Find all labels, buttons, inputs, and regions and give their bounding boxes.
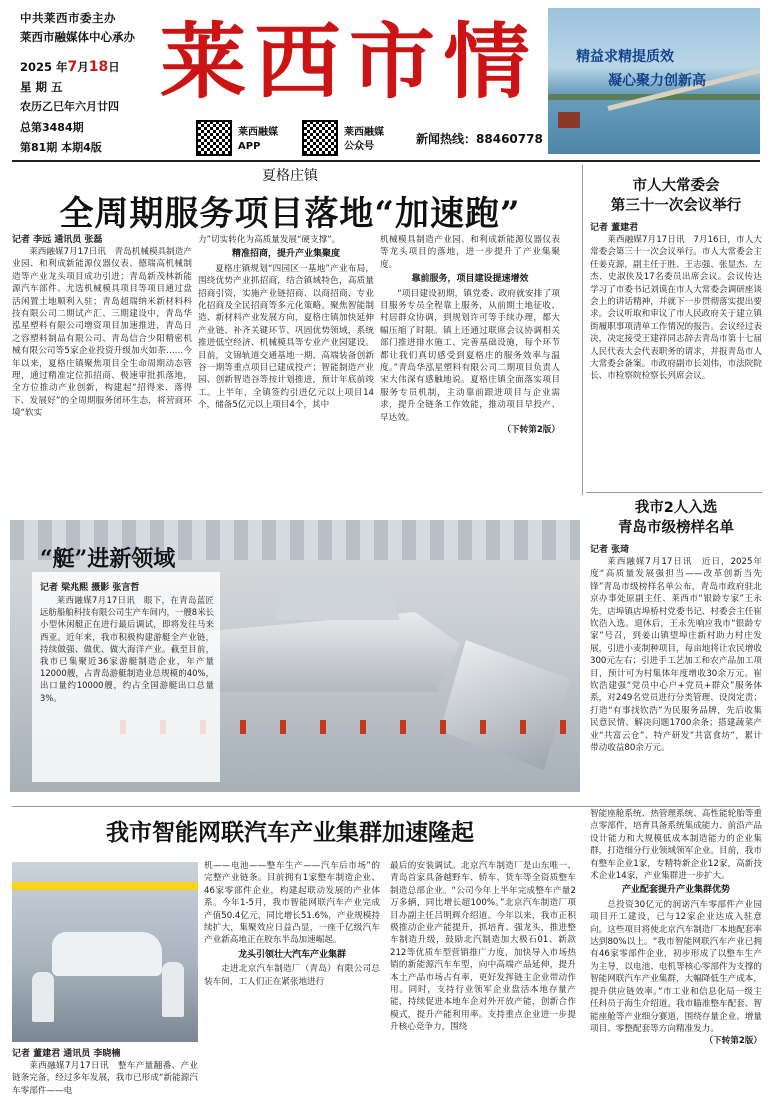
worker [32,972,54,1022]
npc-headline-2: 第三十一次会议举行 [610,198,742,214]
hotline-number: 88460778 [476,132,543,146]
lead-subhead-2: 靠前服务，项目建设提速增效 [411,274,529,285]
issue-number: 第81期 本期4版 [20,141,102,154]
lead-col2-b: 夏格庄镇规划“四园区一基地”产业布局，围绕优势产业抓招商，结合镇域特色，高质量招商引资，实施产业链招商、以商招商、专业化招商及全民招商等多元化策略。聚焦智能制造、新材料产业发展方向，夏格庄镇加快延伸产业链、补齐关键环节、巩固优势领域，系统推进低空经济、机械模具等专业产业园建设。目前，文锦轨道交通基地一期、高端装备创新谷一期等重点项目已建成投产；智能制造产业园、创新智造谷等按计划推进，预计年底前竣工。上半年，全镇签约引进亿元以上项目14个，储备5亿元以上项目4个，其中 [198,263,374,411]
worker [162,962,184,1017]
date-month: 7 [67,59,78,75]
lead-col2-a: 力”切实转化为高质量发展“硬支撑”。 [198,235,341,245]
npc-body [590,222,762,383]
npc-headline [586,176,766,216]
lead-subhead-1: 精准招商，提升产业集聚度 [231,249,340,260]
auto-col4-a: 智能座舱系统、热管理系统、高性能轮胎等重点零部件，培育具备系统集成能力、前沿产品设计能力和大规模低成本制造能力的企业集群，打造细分行业领域领军企业。目前，我市有整车企业1家，专精特新企业12家，高新技术企业14家，产业集群进一步扩大。 [590,809,762,882]
masthead-photo [548,8,760,154]
auto-col4-b: 总投资30亿元的润诺汽车零部件产业园项目开工建设，已与12家企业达成入驻意向。这些项目将使北京汽车制造厂本地配套率达到80%以上。“我市智能网联汽车产业已拥有46家零部件企业，初步形成了以整车生产为主导，以电池、电机等核心零部件为支撑的智能网联汽车产业集群，大幅降低生产成本，提升供应链效率。”市工业和信息化局一级主任科员于海生介绍道。我市瞄准整车配套、智能座舱等产业细分赛道，围绕存量企业、增量项目、零整配套等方向精准发力。 [590,899,762,1034]
wechat-qr-code [302,120,338,156]
slogan-2: 凝心聚力创新高 [608,73,706,89]
date-year: 2025 年 [20,60,68,74]
sample-headline-1: 我市2人入选 [634,500,718,516]
app-label: 莱西融媒 APP [238,127,278,152]
auto-subhead-1: 龙头引领壮大汽车产业集群 [237,949,346,960]
masthead-divider [12,160,760,162]
boat-photo [10,520,580,792]
lead-col1-text: 莱西融媒7月17日讯 青岛机械模具制造产业园、和利成新能源仪器仪表、德瑞高机械制造等产业龙头项目成功引进；青岛新茂林新能源汽车部件、尤选机械模具项目等项目通过盘活闲置土地顺利入驻；青岛超瑞纳米新材料科技有限公司二期试产汇、三期建设中，青岛华泓星塑料有限公司增资项目加速推进，青岛日之容塑料制品有限公司、青岛信合少阳精密机械有限公司等5家企业投资升级加火如荼……今年以来，夏格庄镇聚焦项目全生命周期动态管理，通过精准定位抓招商、极速审批抓落地，全方位推动产业创新，构建起“招得来、落得下、发展好”的全周期服务闭环生态，将营商环境“软实 [12,247,192,419]
hotline [416,130,543,147]
date-day-unit: 日 [108,60,120,74]
sample-headline-2: 青岛市级榜样名单 [618,520,734,536]
lead-byline: 记者 李远 通讯员 张磊 [12,235,103,245]
hull-cabin [260,578,400,620]
car-body [52,932,162,976]
lead-continued: （下转第2版） [502,425,560,436]
npc-text: 莱西融媒7月17日讯 7月16日，市人大常委会第三十一次会议举行。市人大常委会主任姜克源，副主任于胜、王志强、张显杰、左杰、史淑侠及17名委员出席会议。会议传达学习了市委书记刘谟在市人大常委会调研座谈会上的讲话精神，并就下一步贯彻落实提出要求。会议听取和审议了市人民政府关于建立镇街履职事项清单工作情况的报告。会议经过表决，决定接受王建祥同志辞去青岛市第十七届人民代表大会代表职务的请求，并报青岛市人大常委会备案。市政府副市长刘伟，市法院院长、市检察院检察长列席会议。 [590,235,762,382]
lead-headline: 全周期服务项目落地“加速跑” [59,194,521,234]
lead-column-3 [380,234,560,437]
hull-right [440,640,570,770]
auto-column-4 [590,808,762,1048]
lead-col3-a: 机械模具制造产业园、和利成新能源仪器仪表等龙头项目的落地，进一步提升了产业集聚度。 [380,235,560,270]
hotline-label: 新闻热线： [416,132,477,146]
auto-col3-text: 最后的安装调试。北京汽车制造厂是山东唯一、青岛首家具备越野车、轿车、货车等全资质整车制造总部企业。“公司今年上半年完成整车产量2万多辆，同比增长超100%。”北京汽车制造厂项目办副主任吕明辉介绍道。今年以来，我市正积极推动企业产能提升，抓培育、强龙头，推进整车制造升级，鼓励北汽制造加大极石01、新款212等优质车型营销推广力度，加快导入市场热销的新能源汽车车型，向中高端产品延伸，提升本土产品市场占有率，更好发挥链主企业带动作用。同时，支持行业领军企业盘活本地存量产能，持续促进本地车企对外开放产能，创新合作模式，提升产能利用率。支持重点企业进一步提升核心竞争力，围绕 [390,861,576,1033]
auto-col2-text: 机——电池——整车生产——汽车后市场”的完整产业链条。目前拥有1家整车制造企业、46家零部件企业，构建起联动发展的产业体系。今年1-5月，我市智能网联汽车产业完成产值50.4亿元，同比增长51.6%，产业规模持续扩大，集聚效应日益凸显，一座千亿级汽车产业新高地正在胶东半岛加速崛起。 [204,861,380,946]
assembly-line [12,882,198,890]
auto-headline: 我市智能网联汽车产业集群加速隆起 [106,819,474,846]
lead-col3-b: “项目建设初期，镇党委、政府就安排了项目服务专员全程靠上服务，从前期土地征收、村居群众协调，到规划许可等手续办理，都大幅压缩了时限。镇上还通过联席会议协调相关部门推进排水施工、完善基础设施，每个环节都让我们真切感受到夏格庄的服务效率与温度。”青岛华泓星塑料有限公司二期项目负责人宋大伟深有感触地说。夏格庄镇全面落实项目服务专员机制，主动靠前跟进项目与企业需求，提升全链条工作效能，推动项目早投产、早达效。 [380,288,560,423]
boat-text: 莱西融媒7月17日讯 眼下，在青岛蓝匠远舫船舶科技有限公司生产车间内，一艘8米长小型休闲艇正在进行最后调试，即将发往马来西亚。近年来，我市积极构建游艇全产业链，持续做强、做优、做大海洋产业。截至目前，我市已集聚近36家游艇制造企业，年产量12000艘，占青岛游艇制造业总规模的40%，出口量约10000艘，约占全国游艇出口总量3%。 [40,595,214,703]
npc-sample-divider [586,492,762,493]
auto-photo [12,862,198,1042]
lead-column-1 [12,234,192,420]
auto-col2-b: 走进北京汽车制造厂（青岛）有限公司总装车间，工人们正在紧张地进行 [204,964,380,987]
issue-date [20,59,120,75]
sponsor-2: 莱西市融媒体中心承办 [20,30,135,44]
boat-body [40,582,214,704]
date-month-unit: 月 [77,60,89,74]
pavilion [558,112,580,128]
boat-headline: “艇”进新领域 [40,546,176,572]
wechat-label: 莱西融媒 公众号 [344,127,384,152]
right-column-divider [582,165,583,495]
auto-column-1 [12,1048,198,1097]
weekday: 星 期 五 [20,80,63,94]
total-issue: 总第3484期 [20,121,84,134]
app-qr-code [196,120,232,156]
auto-continued: （下转第2版） [704,1036,762,1047]
lead-kicker: 夏格庄镇 [262,168,318,184]
lead-column-2 [198,234,374,412]
date-day: 18 [88,59,109,75]
auto-column-2 [204,860,380,988]
sample-body [590,544,762,755]
npc-headline-1: 市人大常委会 [632,178,720,194]
auto-byline: 记者 董建君 通讯员 李晓楠 [12,1049,121,1059]
slogan-1: 精益求精提质效 [576,49,674,65]
auto-column-3 [390,860,576,1034]
sponsor-1: 中共莱西市委主办 [20,11,116,25]
npc-byline: 记者 董建君 [590,223,639,233]
auto-subhead-2: 产业配套提升产业集群优势 [621,885,730,896]
sample-byline: 记者 张琦 [590,545,630,555]
sample-headline [586,498,766,538]
paper-title: 莱西市情 [160,14,539,110]
boat-byline: 记者 梁兆熙 摄影 张言哲 [40,583,140,593]
auto-col-left-text: 莱西融媒7月17日讯 整车产量翻番、产业链条完备，经过多年发展，我市已形成“新能源汽车零部件——电 [12,1061,198,1096]
lower-section-divider [12,806,760,807]
sample-text: 莱西融媒7月17日讯 近日，2025年度“高质量发展强担当——改革创新当先锋”青岛市级榜样名单公布，青岛市政府驻北京办事处原副主任、莱西市“银龄专家”王永先，店埠镇店埠桥村党委书记、村委会主任崔钦浩入选。退休后，王永先响应我市“银龄专家”号召，到姜山镇望埠庄新村助力村庄发展，引进小麦制种项目，每亩地将让农民增收300元左右；引进手工艺加工和农产品加工项目，预计可为村集体年度增收30余万元。崔钦浩建强“党员中心户+党员+群众”服务体系，对249名党员进行分类管理、设岗定责；打造“有事找钦浩”为民服务品牌，先后收集民意民情、解决问题1700余条；搭建蔬菜产业“共富云仓”、特产研发“共富食坊”，累计带动收益80余万元。 [590,557,762,754]
lunar-date: 农历乙巳年六月廿四 [20,100,119,113]
